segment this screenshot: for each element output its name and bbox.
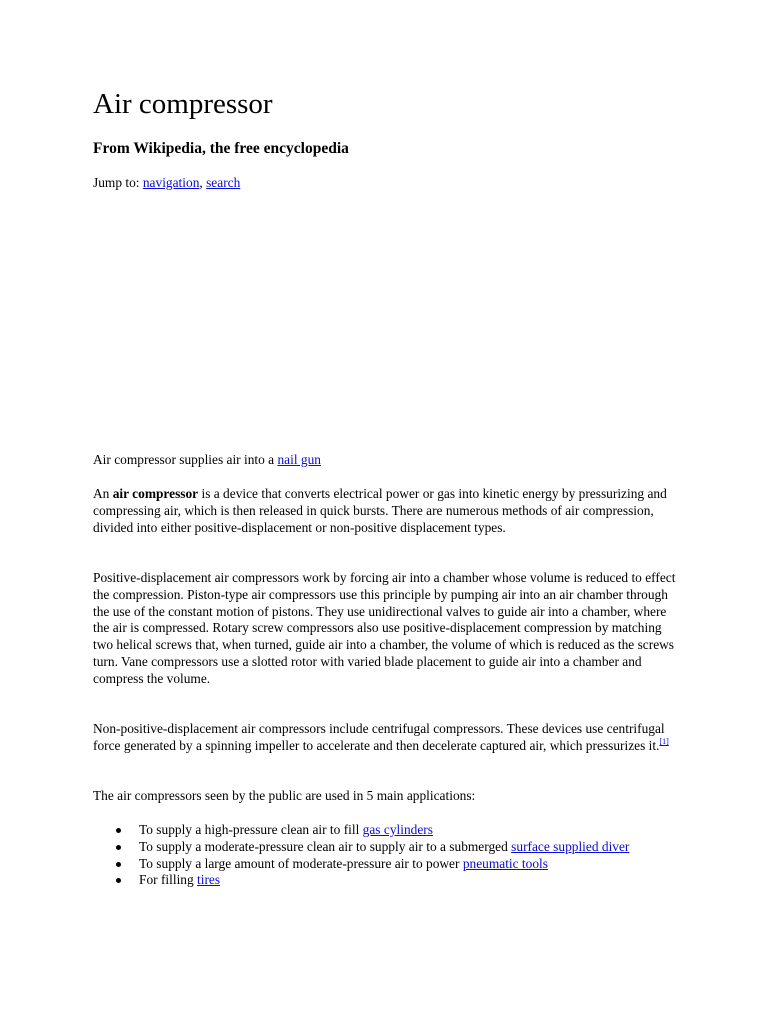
intro-lead: An [93,486,113,501]
image-caption [93,452,321,469]
jump-to-label: Jump to: [93,175,143,190]
list-item-text: For filling [139,872,198,888]
list-item [93,839,683,856]
positive-displacement-paragraph: Positive-displacement air compressors work by forcing air into a chamber whose volume is reduced to effect the compression. Piston-type air compressors use this principle by pumping air into an air chamber through the use of the constant motion of pistons. They use unidirectional valves to guide air into a chamber, where the air is compressed. Rotary screw compressors also use positive-displacement compression by matching two helical screws that, when turned, guide air into a chamber, the volume of which is reduced as the screws turn. Vane compressors use a slotted rotor with varied blade placement to guide air into a chamber and compress the volume. [93,570,676,686]
navigation-link[interactable]: navigation [142,175,200,190]
search-link[interactable]: search [206,175,241,190]
pneumatic-tools-link[interactable]: pneumatic tools [462,855,548,871]
intro-paragraph [93,486,683,536]
jump-to-links [93,175,240,192]
nail-gun-link[interactable]: nail gun [277,452,321,467]
surface-supplied-diver-link[interactable]: surface supplied diver [511,838,630,854]
reference-1-link[interactable]: [1] [659,736,669,746]
page-title: Air compressor [93,88,273,120]
gas-cylinders-link[interactable]: gas cylinders [362,822,433,837]
list-item-text: To supply a high-pressure clean air to fill [139,822,363,837]
applications-list [93,822,683,889]
non-positive-text: Non-positive-displacement air compressors include centrifugal compressors. These devices use centrifugal force generated by a spinning impeller to accelerate and then decelerate captured air, which pressurizes it. [93,721,665,753]
jump-separator: , [199,175,207,190]
tires-link[interactable]: tires [197,872,221,888]
non-positive-displacement-paragraph [93,721,683,755]
intro-term: air compressor [112,486,199,501]
list-item [93,872,683,889]
intro-rest: is a device that converts electrical power or gas into kinetic energy by pressurizing and compressing air, which is then released in quick bursts. There are numerous methods of air compression, divided into either positive-displacement or non-positive displacement types. [93,486,667,535]
list-item-text: To supply a large amount of moderate-pressure air to power [139,855,463,871]
list-item [93,856,683,873]
list-item [93,822,683,839]
applications-intro: The air compressors seen by the public are used in 5 main applications: [93,788,476,803]
page-subtitle: From Wikipedia, the free encyclopedia [93,140,349,157]
caption-text: Air compressor supplies air into a [93,452,278,467]
list-item-text: To supply a moderate-pressure clean air to supply air to a submerged [139,838,512,854]
